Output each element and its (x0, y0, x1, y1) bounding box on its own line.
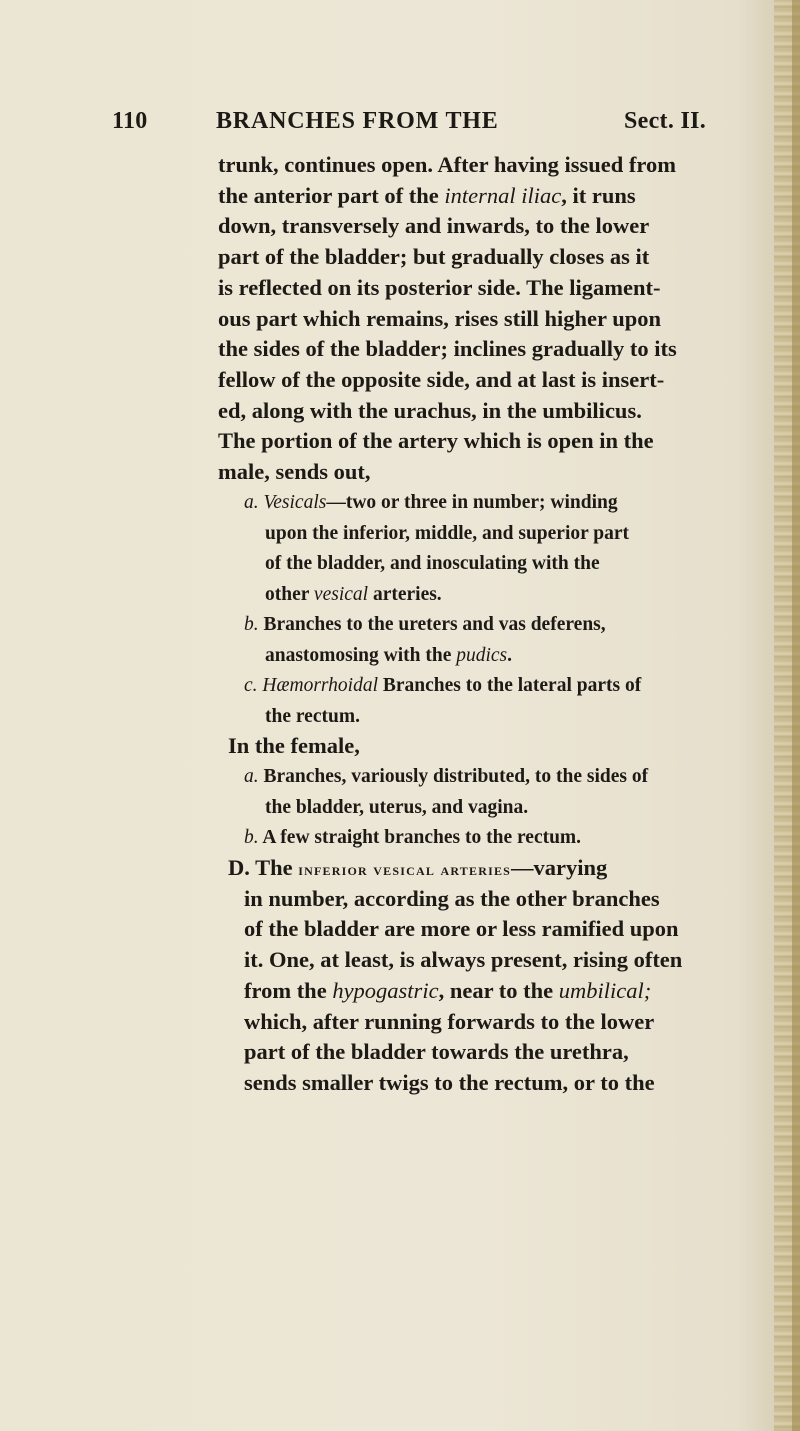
text-line: trunk, continues open. After having issued from (218, 152, 676, 177)
text-line: D. The inferior vesical arteries—varying (228, 855, 608, 880)
page-number: 110 (112, 108, 148, 134)
text-line: is reflected on its posterior side. The ligament- (218, 274, 661, 300)
text-line: part of the bladder; but gradually closes as it (218, 244, 650, 270)
text-line: it. One, at least, is always present, rising often (244, 947, 683, 973)
text-line: part of the bladder towards the urethra, (244, 1039, 629, 1065)
list-item: a. Branches, variously distributed, to the sides of (244, 766, 649, 787)
section-label: Sect. II. (624, 108, 707, 134)
list-item: a. Vesicals—two or three in number; winding (244, 492, 618, 513)
text-line: down, transversely and inwards, to the lower (218, 213, 650, 239)
text-line: from the hypogastric, near to the umbilical; (244, 977, 652, 1003)
text-line: upon the inferior, middle, and superior part (265, 522, 630, 544)
text-line: of the bladder, and inosculating with the (265, 553, 600, 574)
text-line: the bladder, uterus, and vagina. (265, 796, 529, 818)
text-line: ed, along with the urachus, in the umbilicus. (218, 397, 642, 423)
running-header (0, 108, 800, 142)
text-line: sends smaller twigs to the rectum, or to the (244, 1069, 655, 1095)
text-line: which, after running forwards to the lower (244, 1008, 655, 1034)
text-line: anastomosing with the pudics. (265, 644, 513, 666)
text-line: fellow of the opposite side, and at last is insert- (218, 366, 665, 392)
text-line: the sides of the bladder; inclines gradually to its (218, 336, 677, 362)
text-line: The portion of the artery which is open in the (218, 428, 654, 454)
text-line: other vesical arteries. (265, 583, 442, 605)
running-title: BRANCHES FROM THE (216, 108, 499, 134)
text-line: ous part which remains, rises still higher upon (218, 305, 661, 331)
text-line: male, sends out, (218, 459, 371, 484)
text-line: the rectum. (265, 705, 360, 727)
list-item: b. Branches to the ureters and vas deferens, (244, 614, 606, 635)
page-edge-shadow (792, 0, 800, 1431)
text-line: the anterior part of the internal iliac, it runs (218, 182, 636, 208)
list-item: b. A few straight branches to the rectum. (244, 827, 582, 848)
text-line: of the bladder are more or less ramified upon (244, 916, 679, 942)
list-item: c. Hæmorrhoidal Branches to the lateral parts of (244, 675, 642, 696)
text-line: In the female, (228, 733, 360, 758)
text-line: in number, according as the other branches (244, 885, 660, 911)
